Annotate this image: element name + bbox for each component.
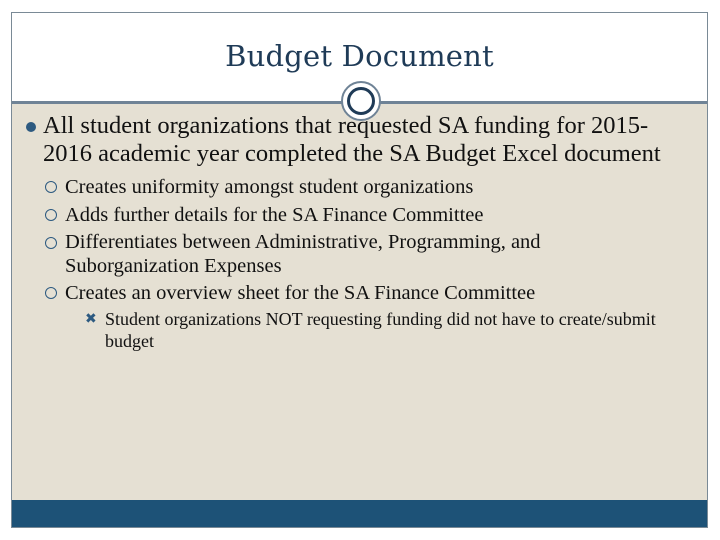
x-mark-bullet-icon: ✖ [85,311,97,327]
filled-circle-bullet-icon [26,122,36,132]
bullet-content [26,112,676,352]
footer-bar [12,500,707,527]
slide-title: Budget Document [225,39,494,73]
bullet-level3 [83,308,676,352]
bullet-level2-text: Creates uniformity amongst student organizations [65,176,474,198]
bullet-level2 [45,280,676,306]
hollow-circle-bullet-icon [45,181,57,193]
bullet-level1 [26,112,676,168]
sub-bullet-list [45,174,676,352]
hollow-circle-bullet-icon [45,209,57,221]
bullet-level2 [45,174,676,200]
bullet-level2-text: Creates an overview sheet for the SA Finance Committee [65,282,536,304]
bullet-level2 [45,230,676,278]
bullet-level1-text: All student organizations that requested SA funding for 2015-2016 academic year completed the SA Budget Excel document [43,112,661,167]
sub-sub-bullet-list [83,308,676,352]
bullet-level2-text: Adds further details for the SA Finance Committee [65,204,484,226]
bullet-level2 [45,202,676,228]
hollow-circle-bullet-icon [45,237,57,249]
hollow-circle-bullet-icon [45,287,57,299]
bullet-level2-text: Differentiates between Administrative, Programming, and Suborganization Expenses [65,231,541,277]
bullet-level3-text: Student organizations NOT requesting funding did not have to create/submit budget [105,309,656,351]
